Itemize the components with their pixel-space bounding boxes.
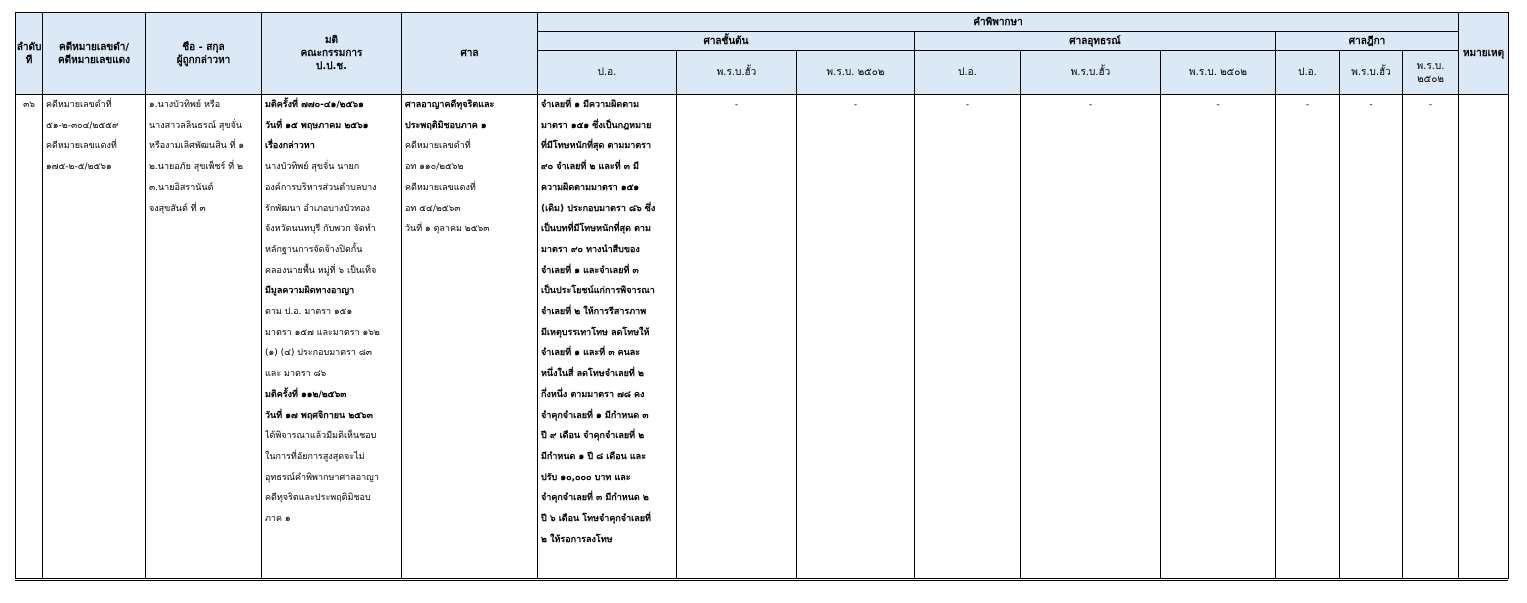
header-supreme: ศาลฎีกา [1276, 32, 1459, 51]
cell-accused: ๑.นางบัวทิพย์ หรือ นางสาวลลินธรณ์ สุขจั่น หรืองามเลิศพัฒนสิน ที่ ๑ ๒.นายอภัย สุขเพ็ชร์ ที่ ๒ ๓.นายอิสรานันต์ จงสุขสันต์ ที่ ๓ [146, 95, 262, 579]
header-appeal: ศาลอุทธรณ์ [915, 32, 1276, 51]
text-line: วันที่ ๑ ตุลาคม ๒๕๖๓ [405, 224, 490, 235]
text-line: ปี ๖ เดือน โทษจำคุกจำเลยที่ [541, 514, 651, 525]
text-line: ภาค ๑ [265, 514, 291, 525]
text-line: (เดิม) ประกอบมาตรา ๘๖ ซึ่ง [541, 203, 656, 214]
cell-remarks [1459, 95, 1509, 579]
cell-supreme-2502: - [1403, 95, 1459, 579]
text-line: วันที่ ๑๗ พฤศจิกายน ๒๕๖๓ [265, 410, 373, 421]
text-line: องค์การบริหารส่วนตำบลบาง [265, 182, 377, 193]
text-line: เป็นประโยชน์แก่การพิจารณา [541, 286, 655, 297]
header-first-po: ป.อ. [538, 51, 677, 95]
cell-first-po [538, 95, 677, 579]
text-line: จังหวัดนนทบุรี กับพวก จัดทำ [265, 224, 376, 235]
cell-resolution [262, 95, 402, 579]
text-line: ตาม ป.อ. มาตรา ๑๕๑ [265, 307, 353, 318]
text-line: ที่มีโทษหนักที่สุด ตามมาตรา [541, 141, 652, 152]
text-line: รักพัฒนา อำเภอบางบัวทอง [265, 203, 370, 214]
header-remarks: หมายเหตุ [1459, 13, 1509, 95]
header-judgment: คำพิพากษา [538, 13, 1459, 32]
text-line: ปี ๙ เดือน จำคุกจำเลยที่ ๒ [541, 431, 645, 442]
text-line: ๙๐ จำเลยที่ ๒ และที่ ๓ มี [541, 162, 639, 173]
cell-appeal-po: - [915, 95, 1021, 579]
text-line: มติครั้งที่ ๑๑๒/๒๕๖๓ [265, 389, 347, 400]
text-line: หนึ่งในสี่ ลดโทษจำเลยที่ ๒ [541, 369, 644, 380]
text-line: มีกำหนด ๑ ปี ๘ เดือน และ [541, 451, 647, 462]
text-line: อท ๑๑๐/๒๕๖๒ [405, 162, 464, 173]
text-line: ความผิดตามมาตรา ๑๕๑ [541, 182, 640, 193]
text-line: ศาลอาญาคดีทุจริตและ [405, 100, 495, 110]
header-first-instance: ศาลชั้นต้น [538, 32, 915, 51]
text-line: จำคุกจำเลยที่ ๓ มีกำหนด ๒ [541, 493, 649, 504]
text-line: มาตรา ๑๕๗ และมาตรา ๑๖๒ [265, 327, 380, 338]
header-resolution: มติ คณะกรรมการ ป.ป.ช. [262, 13, 402, 95]
text-line: วันที่ ๑๕ พฤษภาคม ๒๕๖๑ [265, 120, 369, 131]
text-line: ได้พิจารณาแล้วมีมติเห็นชอบ [265, 431, 377, 442]
text-line: มาตรา ๙๐ ทางนำสืบของ [541, 244, 640, 255]
header-first-2502: พ.ร.บ. ๒๕๐๒ [797, 51, 915, 95]
text-line: ประพฤติมิชอบภาค ๑ [405, 120, 487, 131]
text-line: อุทธรณ์คำพิพากษาศาลอาญา [265, 472, 379, 483]
text-line: จำเลยที่ ๑ และที่ ๓ คนละ [541, 348, 641, 359]
text-line: หลักฐานการจัดจ้างปิดกั้น [265, 244, 363, 255]
header-supreme-2502: พ.ร.บ. ๒๕๐๒ [1403, 51, 1459, 95]
cell-court [402, 95, 538, 579]
header-appeal-po: ป.อ. [915, 51, 1021, 95]
header-order: ลำดับ ที่ [16, 13, 43, 95]
text-line: จำเลยที่ ๒ ให้การรีสารภาพ [541, 307, 647, 318]
cell-case-no: คดีหมายเลขดำที่ ๕๑-๒-๓๐๔/๒๕๕๙ คดีหมายเลขแดงที่ ๑๗๕-๒-๕/๒๕๖๑ [43, 95, 146, 579]
cell-first-2502: - [797, 95, 915, 579]
text-line: (๑) (๔) ประกอบมาตรา ๘๓ [265, 348, 372, 359]
text-line: มีมูลความผิดทางอาญา [265, 286, 355, 297]
text-line: คดีหมายเลขแดงที่ [405, 182, 476, 193]
text-line: และ มาตรา ๘๖ [265, 369, 327, 380]
header-supreme-po: ป.อ. [1276, 51, 1340, 95]
text-line: คลองนายพื้น หมู่ที่ ๖ เป็นเท็จ [265, 265, 377, 276]
text-line: นางบัวทิพย์ สุขจั่น นายก [265, 162, 360, 173]
header-accused: ชื่อ - สกุล ผู้ถูกกล่าวหา [146, 13, 262, 95]
text-line: มติครั้งที่ ๗๗๐-๔๑/๒๕๖๑ [265, 100, 364, 110]
text-line: อท ๕๔/๒๕๖๓ [405, 203, 461, 214]
cell-first-hua: - [677, 95, 797, 579]
text-line: ในการที่อัยการสูงสุดจะไม่ [265, 451, 365, 462]
text-line: กึ่งหนึ่ง ตามมาตรา ๗๘ คง [541, 389, 645, 400]
header-supreme-hua: พ.ร.บ.ฮั้ว [1340, 51, 1403, 95]
bottom-border [15, 580, 1508, 581]
header-appeal-hua: พ.ร.บ.ฮั้ว [1021, 51, 1161, 95]
cell-appeal-2502: - [1161, 95, 1276, 579]
case-table-sheet [15, 12, 1508, 580]
cell-order: ๓๖ [16, 95, 43, 579]
table-row [16, 95, 1509, 579]
text-line: คดีหมายเลขดำที่ [405, 141, 471, 152]
header-court: ศาล [402, 13, 538, 95]
header-first-hua: พ.ร.บ.ฮั้ว [677, 51, 797, 95]
text-line: เป็นบทที่มีโทษหนักที่สุด ตาม [541, 224, 651, 235]
text-line: มาตรา ๑๕๑ ซึ่งเป็นกฎหมาย [541, 120, 652, 131]
cell-appeal-hua: - [1021, 95, 1161, 579]
cell-supreme-po: - [1276, 95, 1340, 579]
case-table [15, 12, 1509, 579]
cell-supreme-hua: - [1340, 95, 1403, 579]
text-line: ๒ ให้รอการลงโทษ [541, 534, 613, 545]
text-line: เรื่องกล่าวหา [265, 141, 315, 152]
text-line: คดีทุจริตและประพฤติมิชอบ [265, 493, 371, 504]
text-line: จำเลยที่ ๑ มีความผิดตาม [541, 100, 640, 110]
text-line: ปรับ ๑๐,๐๐๐ บาท และ [541, 472, 631, 483]
header-case-no: คดีหมายเลขดำ/ คดีหมายเลขแดง [43, 13, 146, 95]
text-line: จำคุกจำเลยที่ ๑ มีกำหนด ๓ [541, 410, 649, 421]
header-appeal-2502: พ.ร.บ. ๒๕๐๒ [1161, 51, 1276, 95]
text-line: มีเหตุบรรเทาโทษ ลดโทษให้ [541, 327, 650, 338]
text-line: จำเลยที่ ๑ และจำเลยที่ ๓ [541, 265, 639, 276]
